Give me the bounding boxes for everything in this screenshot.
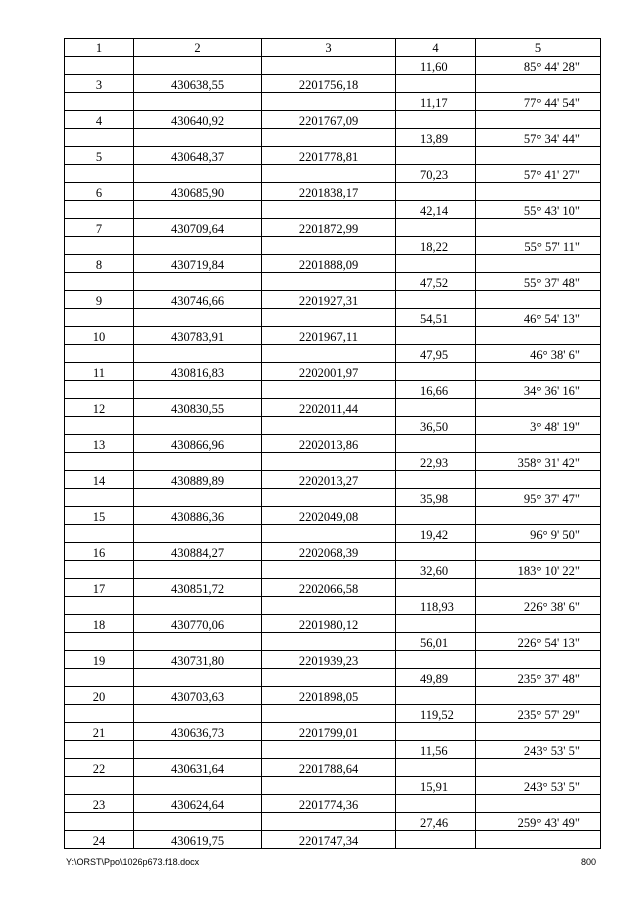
x-coordinate-cell	[134, 453, 262, 471]
point-number-cell	[65, 705, 134, 723]
x-coordinate-cell	[134, 597, 262, 615]
distance-cell	[396, 651, 476, 669]
point-number-cell	[65, 309, 134, 327]
x-coordinate-cell	[134, 57, 262, 75]
y-coordinate-cell	[262, 201, 396, 219]
bearing-cell: 57° 41' 27"	[476, 165, 601, 183]
x-coordinate-cell: 430636,73	[134, 723, 262, 741]
x-coordinate-cell: 430746,66	[134, 291, 262, 309]
distance-cell	[396, 471, 476, 489]
table-row	[65, 723, 601, 741]
y-coordinate-cell: 2201774,36	[262, 795, 396, 813]
table-body	[65, 39, 601, 849]
column-header: 3	[262, 39, 396, 57]
x-coordinate-cell	[134, 777, 262, 795]
distance-cell	[396, 795, 476, 813]
table-row	[65, 93, 601, 111]
point-number-cell	[65, 417, 134, 435]
y-coordinate-cell	[262, 417, 396, 435]
point-number-cell: 3	[65, 75, 134, 93]
x-coordinate-cell: 430640,92	[134, 111, 262, 129]
bearing-cell	[476, 471, 601, 489]
x-coordinate-cell	[134, 201, 262, 219]
distance-cell: 42,14	[396, 201, 476, 219]
x-coordinate-cell: 430648,37	[134, 147, 262, 165]
distance-cell: 16,66	[396, 381, 476, 399]
bearing-cell	[476, 219, 601, 237]
point-number-cell: 10	[65, 327, 134, 345]
table-row	[65, 471, 601, 489]
distance-cell: 22,93	[396, 453, 476, 471]
bearing-cell	[476, 687, 601, 705]
distance-cell: 35,98	[396, 489, 476, 507]
bearing-cell	[476, 147, 601, 165]
x-coordinate-cell	[134, 669, 262, 687]
distance-cell: 15,91	[396, 777, 476, 795]
y-coordinate-cell: 2201939,23	[262, 651, 396, 669]
y-coordinate-cell	[262, 633, 396, 651]
table-row	[65, 363, 601, 381]
point-number-cell	[65, 453, 134, 471]
bearing-cell: 243° 53' 5"	[476, 741, 601, 759]
bearing-cell: 235° 57' 29"	[476, 705, 601, 723]
y-coordinate-cell: 2202068,39	[262, 543, 396, 561]
point-number-cell: 7	[65, 219, 134, 237]
y-coordinate-cell	[262, 57, 396, 75]
x-coordinate-cell: 430816,83	[134, 363, 262, 381]
table-row	[65, 147, 601, 165]
table-row	[65, 741, 601, 759]
table-row	[65, 255, 601, 273]
bearing-cell	[476, 507, 601, 525]
y-coordinate-cell	[262, 669, 396, 687]
x-coordinate-cell	[134, 417, 262, 435]
point-number-cell: 5	[65, 147, 134, 165]
bearing-cell: 243° 53' 5"	[476, 777, 601, 795]
point-number-cell: 14	[65, 471, 134, 489]
header-row	[65, 39, 601, 57]
y-coordinate-cell: 2201872,99	[262, 219, 396, 237]
bearing-cell: 34° 36' 16"	[476, 381, 601, 399]
y-coordinate-cell	[262, 309, 396, 327]
x-coordinate-cell: 430638,55	[134, 75, 262, 93]
bearing-cell	[476, 543, 601, 561]
x-coordinate-cell: 430889,89	[134, 471, 262, 489]
y-coordinate-cell: 2201767,09	[262, 111, 396, 129]
x-coordinate-cell	[134, 705, 262, 723]
table-row	[65, 687, 601, 705]
table-row	[65, 795, 601, 813]
x-coordinate-cell	[134, 489, 262, 507]
column-header: 4	[396, 39, 476, 57]
point-number-cell: 8	[65, 255, 134, 273]
table-row	[65, 525, 601, 543]
point-number-cell: 24	[65, 831, 134, 849]
y-coordinate-cell	[262, 273, 396, 291]
table-row	[65, 435, 601, 453]
point-number-cell: 18	[65, 615, 134, 633]
y-coordinate-cell	[262, 165, 396, 183]
bearing-cell	[476, 831, 601, 849]
table-row	[65, 237, 601, 255]
table-row	[65, 273, 601, 291]
y-coordinate-cell: 2202013,86	[262, 435, 396, 453]
table-row	[65, 417, 601, 435]
bearing-cell: 55° 37' 48"	[476, 273, 601, 291]
column-header: 2	[134, 39, 262, 57]
x-coordinate-cell: 430866,96	[134, 435, 262, 453]
table-row	[65, 57, 601, 75]
distance-cell	[396, 723, 476, 741]
bearing-cell	[476, 291, 601, 309]
distance-cell: 54,51	[396, 309, 476, 327]
column-header: 1	[65, 39, 134, 57]
table-row	[65, 453, 601, 471]
point-number-cell	[65, 669, 134, 687]
distance-cell	[396, 615, 476, 633]
distance-cell	[396, 75, 476, 93]
x-coordinate-cell	[134, 345, 262, 363]
table-row	[65, 309, 601, 327]
point-number-cell: 15	[65, 507, 134, 525]
distance-cell	[396, 543, 476, 561]
x-coordinate-cell: 430703,63	[134, 687, 262, 705]
y-coordinate-cell	[262, 345, 396, 363]
table-row	[65, 705, 601, 723]
point-number-cell	[65, 381, 134, 399]
bearing-cell: 259° 43' 49"	[476, 813, 601, 831]
bearing-cell: 85° 44' 28"	[476, 57, 601, 75]
bearing-cell: 77° 44' 54"	[476, 93, 601, 111]
table-row	[65, 399, 601, 417]
table-row	[65, 75, 601, 93]
point-number-cell: 22	[65, 759, 134, 777]
y-coordinate-cell	[262, 489, 396, 507]
point-number-cell	[65, 561, 134, 579]
point-number-cell	[65, 597, 134, 615]
table-row	[65, 183, 601, 201]
distance-cell: 56,01	[396, 633, 476, 651]
point-number-cell	[65, 237, 134, 255]
table-row	[65, 813, 601, 831]
bearing-cell: 55° 43' 10"	[476, 201, 601, 219]
point-number-cell: 23	[65, 795, 134, 813]
x-coordinate-cell: 430886,36	[134, 507, 262, 525]
bearing-cell	[476, 435, 601, 453]
y-coordinate-cell	[262, 237, 396, 255]
y-coordinate-cell	[262, 741, 396, 759]
point-number-cell	[65, 525, 134, 543]
bearing-cell	[476, 723, 601, 741]
distance-cell	[396, 147, 476, 165]
y-coordinate-cell: 2201799,01	[262, 723, 396, 741]
distance-cell: 70,23	[396, 165, 476, 183]
distance-cell	[396, 399, 476, 417]
x-coordinate-cell	[134, 633, 262, 651]
y-coordinate-cell	[262, 453, 396, 471]
x-coordinate-cell	[134, 381, 262, 399]
x-coordinate-cell	[134, 813, 262, 831]
y-coordinate-cell	[262, 705, 396, 723]
bearing-cell	[476, 759, 601, 777]
x-coordinate-cell: 430709,64	[134, 219, 262, 237]
table-row	[65, 165, 601, 183]
distance-cell: 32,60	[396, 561, 476, 579]
y-coordinate-cell: 2202013,27	[262, 471, 396, 489]
y-coordinate-cell: 2201788,64	[262, 759, 396, 777]
table-row	[65, 669, 601, 687]
table-row	[65, 561, 601, 579]
x-coordinate-cell: 430631,64	[134, 759, 262, 777]
bearing-cell: 95° 37' 47"	[476, 489, 601, 507]
x-coordinate-cell	[134, 165, 262, 183]
x-coordinate-cell: 430731,80	[134, 651, 262, 669]
bearing-cell	[476, 399, 601, 417]
bearing-cell	[476, 327, 601, 345]
y-coordinate-cell: 2201888,09	[262, 255, 396, 273]
y-coordinate-cell: 2202049,08	[262, 507, 396, 525]
distance-cell: 47,52	[396, 273, 476, 291]
x-coordinate-cell	[134, 273, 262, 291]
table-row	[65, 633, 601, 651]
distance-cell: 119,52	[396, 705, 476, 723]
y-coordinate-cell	[262, 561, 396, 579]
y-coordinate-cell: 2201898,05	[262, 687, 396, 705]
coordinates-table	[64, 38, 601, 849]
y-coordinate-cell: 2201980,12	[262, 615, 396, 633]
footer-page-number: 800	[580, 857, 596, 867]
point-number-cell: 16	[65, 543, 134, 561]
bearing-cell: 358° 31' 42"	[476, 453, 601, 471]
bearing-cell	[476, 111, 601, 129]
table-row	[65, 651, 601, 669]
bearing-cell: 183° 10' 22"	[476, 561, 601, 579]
y-coordinate-cell: 2201747,34	[262, 831, 396, 849]
table-row	[65, 579, 601, 597]
distance-cell	[396, 507, 476, 525]
distance-cell	[396, 291, 476, 309]
distance-cell	[396, 759, 476, 777]
distance-cell: 27,46	[396, 813, 476, 831]
point-number-cell: 20	[65, 687, 134, 705]
y-coordinate-cell: 2202001,97	[262, 363, 396, 381]
point-number-cell: 11	[65, 363, 134, 381]
distance-cell: 19,42	[396, 525, 476, 543]
point-number-cell	[65, 813, 134, 831]
point-number-cell: 9	[65, 291, 134, 309]
table-row	[65, 759, 601, 777]
distance-cell	[396, 687, 476, 705]
y-coordinate-cell: 2201967,11	[262, 327, 396, 345]
table-row	[65, 111, 601, 129]
bearing-cell: 226° 38' 6"	[476, 597, 601, 615]
distance-cell: 118,93	[396, 597, 476, 615]
distance-cell	[396, 255, 476, 273]
point-number-cell	[65, 201, 134, 219]
bearing-cell: 46° 38' 6"	[476, 345, 601, 363]
distance-cell	[396, 111, 476, 129]
point-number-cell	[65, 741, 134, 759]
distance-cell	[396, 183, 476, 201]
bearing-cell: 57° 34' 44"	[476, 129, 601, 147]
distance-cell: 11,56	[396, 741, 476, 759]
y-coordinate-cell: 2201838,17	[262, 183, 396, 201]
table-row	[65, 129, 601, 147]
bearing-cell: 46° 54' 13"	[476, 309, 601, 327]
x-coordinate-cell: 430830,55	[134, 399, 262, 417]
bearing-cell	[476, 651, 601, 669]
point-number-cell	[65, 273, 134, 291]
x-coordinate-cell: 430851,72	[134, 579, 262, 597]
distance-cell: 11,60	[396, 57, 476, 75]
point-number-cell: 12	[65, 399, 134, 417]
y-coordinate-cell	[262, 813, 396, 831]
point-number-cell: 17	[65, 579, 134, 597]
y-coordinate-cell: 2201778,81	[262, 147, 396, 165]
x-coordinate-cell	[134, 561, 262, 579]
table-row	[65, 345, 601, 363]
distance-cell: 49,89	[396, 669, 476, 687]
bearing-cell	[476, 579, 601, 597]
y-coordinate-cell	[262, 597, 396, 615]
distance-cell	[396, 363, 476, 381]
point-number-cell	[65, 93, 134, 111]
distance-cell	[396, 435, 476, 453]
point-number-cell	[65, 165, 134, 183]
point-number-cell: 6	[65, 183, 134, 201]
point-number-cell	[65, 57, 134, 75]
x-coordinate-cell	[134, 309, 262, 327]
table-row	[65, 597, 601, 615]
x-coordinate-cell: 430619,75	[134, 831, 262, 849]
x-coordinate-cell: 430770,06	[134, 615, 262, 633]
bearing-cell: 55° 57' 11"	[476, 237, 601, 255]
x-coordinate-cell: 430719,84	[134, 255, 262, 273]
x-coordinate-cell	[134, 741, 262, 759]
footer-file-path: Y:\ORST\Ppo\1026p673.f18.docx	[66, 857, 200, 867]
point-number-cell: 13	[65, 435, 134, 453]
table-row	[65, 201, 601, 219]
table-row	[65, 777, 601, 795]
column-header: 5	[476, 39, 601, 57]
bearing-cell	[476, 615, 601, 633]
point-number-cell	[65, 489, 134, 507]
x-coordinate-cell: 430783,91	[134, 327, 262, 345]
distance-cell	[396, 579, 476, 597]
table-row	[65, 291, 601, 309]
bearing-cell	[476, 255, 601, 273]
distance-cell: 36,50	[396, 417, 476, 435]
point-number-cell	[65, 129, 134, 147]
y-coordinate-cell	[262, 777, 396, 795]
bearing-cell: 3° 48' 19"	[476, 417, 601, 435]
x-coordinate-cell: 430685,90	[134, 183, 262, 201]
x-coordinate-cell: 430624,64	[134, 795, 262, 813]
distance-cell: 18,22	[396, 237, 476, 255]
bearing-cell: 226° 54' 13"	[476, 633, 601, 651]
table-row	[65, 219, 601, 237]
distance-cell	[396, 831, 476, 849]
table-row	[65, 381, 601, 399]
table-row	[65, 507, 601, 525]
point-number-cell	[65, 777, 134, 795]
point-number-cell	[65, 633, 134, 651]
x-coordinate-cell	[134, 237, 262, 255]
y-coordinate-cell	[262, 525, 396, 543]
distance-cell: 47,95	[396, 345, 476, 363]
y-coordinate-cell	[262, 93, 396, 111]
table-row	[65, 489, 601, 507]
y-coordinate-cell: 2201927,31	[262, 291, 396, 309]
table-row	[65, 615, 601, 633]
distance-cell	[396, 219, 476, 237]
y-coordinate-cell: 2201756,18	[262, 75, 396, 93]
y-coordinate-cell	[262, 381, 396, 399]
bearing-cell: 235° 37' 48"	[476, 669, 601, 687]
distance-cell: 11,17	[396, 93, 476, 111]
distance-cell	[396, 327, 476, 345]
x-coordinate-cell: 430884,27	[134, 543, 262, 561]
distance-cell: 13,89	[396, 129, 476, 147]
y-coordinate-cell: 2202066,58	[262, 579, 396, 597]
x-coordinate-cell	[134, 93, 262, 111]
table-row	[65, 327, 601, 345]
bearing-cell	[476, 795, 601, 813]
bearing-cell	[476, 75, 601, 93]
table-row	[65, 543, 601, 561]
bearing-cell	[476, 363, 601, 381]
bearing-cell	[476, 183, 601, 201]
point-number-cell: 4	[65, 111, 134, 129]
point-number-cell: 19	[65, 651, 134, 669]
bearing-cell: 96° 9' 50"	[476, 525, 601, 543]
point-number-cell	[65, 345, 134, 363]
x-coordinate-cell	[134, 129, 262, 147]
y-coordinate-cell: 2202011,44	[262, 399, 396, 417]
point-number-cell: 21	[65, 723, 134, 741]
table-row	[65, 831, 601, 849]
y-coordinate-cell	[262, 129, 396, 147]
x-coordinate-cell	[134, 525, 262, 543]
